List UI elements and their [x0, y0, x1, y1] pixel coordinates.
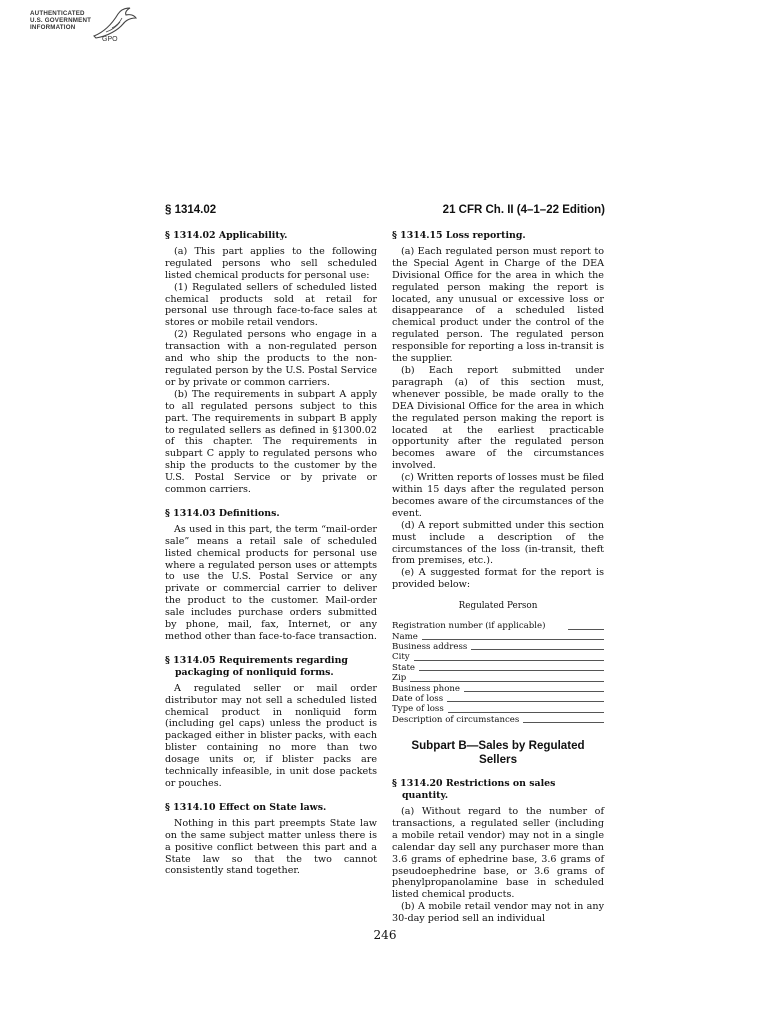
logo-line-3: INFORMATION — [30, 24, 76, 31]
logo-line-2: U.S. GOVERNMENT — [30, 17, 92, 24]
report-form-title: Regulated Person — [458, 601, 538, 612]
gpo-authentication-logo — [30, 6, 142, 50]
running-header-title: 21 CFR Ch. II (4–1–22 Edition) — [442, 204, 605, 216]
form-field-label: Business phone — [392, 683, 461, 694]
paragraph: (a) Each regulated person must report to the Special Agent in Charge of the DEA Divisional Office for the area in which the regulated person making the report is located, any unusual or excessive loss or disappearance of a scheduled listed chemical product under the control of the regulated person. The regulated person responsible for reporting a loss in-transit is the supplier. — [392, 245, 604, 365]
section-heading-1314-02: § 1314.02 Applicability. — [165, 230, 288, 241]
form-field-blank — [419, 670, 604, 671]
subpart-heading — [392, 739, 604, 766]
form-field — [392, 684, 604, 694]
form-field-label: Registration number (if applicable) — [392, 621, 546, 632]
paragraph: (d) A report submitted under this section must include a description of the circumstances of the loss (in-transit, theft from premises, etc.). — [392, 519, 604, 567]
paragraph: (b) Each report submitted under paragraph (a) of this section must, whenever possible, be made orally to the DEA Divisional Office for the area in which the regulated person making the report is located at the earliest practicable opportunity after the regulated person becomes aware of the circumstances involved. — [392, 364, 604, 472]
paragraph: (a) Without regard to the number of transactions, a regulated seller (including a mobile retail vendor) may not in a single calendar day sell any purchaser more than 3.6 grams of ephedrine base, 3.6 grams of pseudoephedrine base, or 3.6 grams of phenylpropanolamine base in scheduled listed chemical products. — [392, 805, 604, 901]
eagle-icon — [90, 6, 140, 40]
gpo-label: GPO — [102, 36, 118, 43]
form-field-blank — [471, 649, 604, 650]
form-field-blank — [568, 629, 604, 630]
paragraph: Nothing in this part preempts State law on the same subject matter unless there is a positive conflict between this part and a State law so that the two cannot consistently stand together. — [165, 817, 377, 877]
section-heading-1314-15: § 1314.15 Loss reporting. — [392, 230, 526, 241]
form-field — [392, 642, 604, 652]
form-field-blank — [410, 681, 604, 682]
form-field-blank — [422, 639, 604, 640]
report-form — [392, 621, 604, 725]
form-field — [392, 704, 604, 714]
section-heading-1314-03: § 1314.03 Definitions. — [165, 507, 280, 519]
page-number: 246 — [373, 928, 397, 942]
paragraph: (b) The requirements in subpart A apply to all regulated persons subject to this part. The requirements in subpart B apply to regulated sellers as defined in §1300.02 of this chapter. The requirements in subpart C apply to regulated persons who ship the products to the customer by the U.S. Postal Service or by private or common carriers. — [165, 388, 377, 496]
form-field-label: Type of loss — [392, 704, 444, 715]
left-column — [165, 230, 377, 877]
form-field — [392, 694, 604, 704]
paragraph: (c) Written reports of losses must be filed within 15 days after the regulated person becomes aware of the circumstances of the event. — [392, 472, 604, 519]
paragraph: (b) A mobile retail vendor may not in any 30-day period sell an individual — [392, 901, 604, 925]
form-field-label: State — [392, 662, 416, 673]
form-field — [392, 673, 604, 683]
paragraph: As used in this part, the term “mail-order sale” means a retail sale of scheduled listed chemical products for personal use where a regulated person uses or attempts to use the U.S. Postal Service or any private or commercial carrier to deliver the product to the customer. Mail-order sale includes purchase orders submitted by phone, mail, fax, Internet, or any method other than face-to-face transaction. — [165, 523, 377, 642]
logo-line-1: AUTHENTICATED — [30, 10, 85, 17]
form-field-label: Date of loss — [392, 693, 444, 704]
form-field-label: Description of circumstances — [392, 714, 520, 725]
paragraph: A regulated seller or mail order distributor may not sell a scheduled listed chemical product in nonliquid form (including gel caps) unless the product is packaged either in blister packs, with each blister containing no more than two dosage units or, if blister packs are technically infeasible, in unit dose packets or pouches. — [165, 682, 377, 789]
form-field-blank — [523, 722, 604, 723]
section-heading-1314-10: § 1314.10 Effect on State laws. — [165, 801, 327, 813]
form-field-label: Business address — [392, 641, 468, 652]
form-field-blank — [447, 701, 604, 702]
form-field — [392, 652, 604, 662]
form-field-blank — [448, 712, 604, 713]
subpart-heading-line-2: Sellers — [478, 752, 518, 766]
paragraph: (2) Regulated persons who engage in a transaction with a non-regulated person and who ship the products to the non-regulated person by the U.S. Postal Service or by private or common carriers. — [165, 329, 377, 388]
form-field — [392, 663, 604, 673]
form-field-label: City — [392, 652, 410, 663]
subpart-heading-line-1: Subpart B—Sales by Regulated — [411, 739, 585, 753]
right-column — [392, 230, 604, 925]
form-field-label: Name — [392, 631, 418, 642]
form-field — [392, 632, 604, 642]
form-field — [392, 621, 604, 631]
form-field-blank — [414, 660, 604, 661]
form-field — [392, 715, 604, 725]
paragraph: (a) This part applies to the following regulated persons who sell scheduled listed chemical products for personal use: — [165, 245, 377, 281]
section-heading-1314-20: § 1314.20 Restrictions on sales quantity. — [392, 778, 556, 802]
paragraph: (e) A suggested format for the report is provided below: — [392, 567, 604, 591]
form-field-blank — [464, 691, 604, 692]
running-header-section: § 1314.02 — [165, 204, 217, 216]
paragraph: (1) Regulated sellers of scheduled listed chemical products sold at retail for personal use through face-to-face sales at stores or mobile retail vendors. — [165, 281, 377, 329]
form-field-label: Zip — [392, 673, 407, 684]
section-heading-1314-05: § 1314.05 Requirements regarding packaging of nonliquid forms. — [165, 654, 348, 678]
